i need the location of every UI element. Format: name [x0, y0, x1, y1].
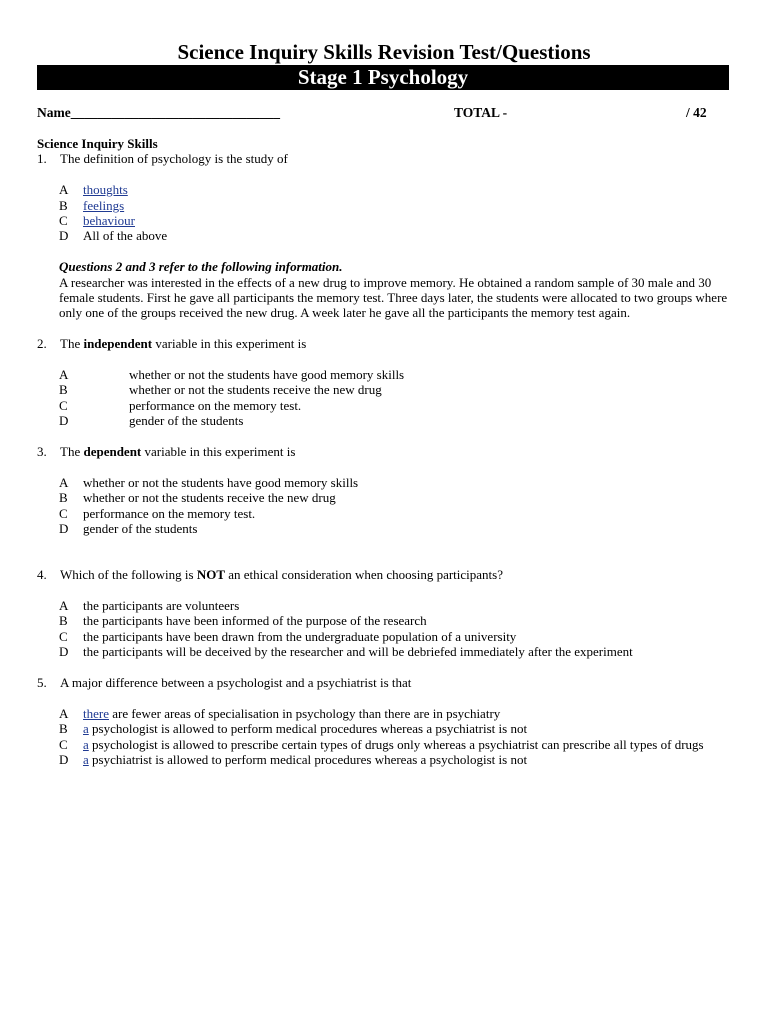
- option-a: [59, 598, 729, 613]
- info-paragraph: A researcher was interested in the effects of a new drug to improve memory. He obtained a random sample of 30 male and 30 female students. First he gave all participants the memory test. Three days later, the students were allocated to two groups where only one of the groups received the new drug. A week later he gave all the participants the memory test again.: [59, 274, 728, 321]
- option-link-thoughts[interactable]: thoughts: [83, 182, 128, 198]
- document-title: Science Inquiry Skills Revision Test/Questions: [177, 40, 591, 64]
- option-text: a psychologist is allowed to prescribe certain types of drugs only whereas a psychiatrist can prescribe all types of drugs: [83, 736, 704, 752]
- option-b: [59, 198, 729, 213]
- option-b: [59, 721, 729, 736]
- option-b: [59, 382, 729, 397]
- option-text: whether or not the students have good memory skills: [83, 474, 359, 490]
- option-link-feelings[interactable]: feelings: [83, 197, 125, 213]
- option-b: [59, 490, 729, 505]
- option-c: [59, 629, 729, 644]
- question-3-options: [37, 475, 729, 537]
- question-number: 4.: [37, 567, 47, 583]
- option-d: [59, 413, 729, 428]
- option-a: [59, 367, 729, 382]
- option-link[interactable]: a: [83, 736, 89, 752]
- option-d: [59, 228, 729, 243]
- question-1: [37, 151, 729, 166]
- option-link[interactable]: a: [83, 752, 89, 768]
- option-text: the participants are volunteers: [83, 598, 240, 614]
- option-d: [59, 752, 729, 767]
- option-letter: B: [59, 721, 68, 737]
- question-content: [37, 136, 729, 768]
- question-number: 2.: [37, 336, 47, 352]
- option-text: performance on the memory test.: [83, 505, 256, 521]
- option-d: [59, 521, 729, 536]
- question-2-options: [37, 367, 729, 429]
- option-text: a psychiatrist is allowed to perform medical procedures whereas a psychologist is not: [83, 752, 528, 768]
- option-text: performance on the memory test.: [129, 397, 302, 413]
- option-letter: A: [59, 474, 69, 490]
- total-label: TOTAL -: [454, 105, 508, 120]
- option-letter: A: [59, 598, 69, 614]
- option-text: All of the above: [83, 228, 168, 244]
- option-a: [59, 475, 729, 490]
- question-5: [37, 675, 729, 690]
- option-letter: C: [59, 736, 68, 752]
- question-3: [37, 444, 729, 459]
- option-letter: D: [59, 644, 69, 660]
- option-link-behaviour[interactable]: behaviour: [83, 213, 135, 229]
- question-4: [37, 567, 729, 582]
- question-2: [37, 336, 729, 351]
- info-lead: Questions 2 and 3 refer to the following information.: [59, 259, 343, 275]
- option-text: whether or not the students receive the new drug: [83, 490, 336, 506]
- option-c: [59, 737, 729, 752]
- option-text: the participants have been drawn from the undergraduate population of a university: [83, 628, 517, 644]
- option-text: gender of the students: [129, 413, 244, 429]
- option-text: there are fewer areas of specialisation in psychology than there are in psychiatry: [83, 705, 501, 721]
- question-text: A major difference between a psychologist and a psychiatrist is that: [60, 675, 412, 691]
- question-text: The independent variable in this experiment is: [60, 336, 307, 352]
- option-text: whether or not the students receive the new drug: [129, 382, 382, 398]
- question-number: 3.: [37, 444, 47, 460]
- question-4-options: [37, 598, 729, 660]
- option-letter: D: [59, 752, 69, 768]
- option-letter: C: [59, 397, 68, 413]
- option-letter: D: [59, 521, 69, 537]
- option-letter: B: [59, 613, 68, 629]
- option-text: a psychologist is allowed to perform medical procedures whereas a psychiatrist is not: [83, 721, 528, 737]
- question-number: 1.: [37, 151, 47, 167]
- option-letter: C: [59, 505, 68, 521]
- question-text: The dependent variable in this experiment is: [60, 444, 296, 460]
- option-d: [59, 644, 729, 659]
- subtitle-banner: Stage 1 Psychology: [37, 65, 729, 90]
- option-letter: A: [59, 705, 69, 721]
- option-letter: D: [59, 413, 69, 429]
- name-field-label: Name_______________________________: [37, 105, 280, 120]
- option-letter: A: [59, 367, 69, 383]
- option-link[interactable]: there: [83, 705, 109, 721]
- question-text: The definition of psychology is the study of: [60, 151, 288, 167]
- section-heading: Science Inquiry Skills: [37, 136, 158, 151]
- option-a: [59, 706, 729, 721]
- question-5-options: [37, 706, 729, 768]
- option-c: [59, 213, 729, 228]
- option-link[interactable]: a: [83, 721, 89, 737]
- option-letter: C: [59, 628, 68, 644]
- option-a: [59, 182, 729, 197]
- option-text: gender of the students: [83, 521, 198, 537]
- option-letter: C: [59, 213, 68, 229]
- option-c: [59, 506, 729, 521]
- option-text: the participants will be deceived by the researcher and will be debriefed immediately after the experiment: [83, 644, 633, 660]
- question-number: 5.: [37, 675, 47, 691]
- question-1-options: [37, 182, 729, 244]
- option-c: [59, 398, 729, 413]
- option-letter: B: [59, 490, 68, 506]
- option-letter: D: [59, 228, 69, 244]
- question-text: Which of the following is NOT an ethical consideration when choosing participants?: [60, 567, 503, 583]
- option-letter: B: [59, 197, 68, 213]
- option-text: whether or not the students have good memory skills: [129, 367, 405, 383]
- option-letter: A: [59, 182, 69, 198]
- option-letter: B: [59, 382, 68, 398]
- total-out-of: / 42: [686, 105, 707, 120]
- option-text: the participants have been informed of the purpose of the research: [83, 613, 427, 629]
- option-b: [59, 613, 729, 628]
